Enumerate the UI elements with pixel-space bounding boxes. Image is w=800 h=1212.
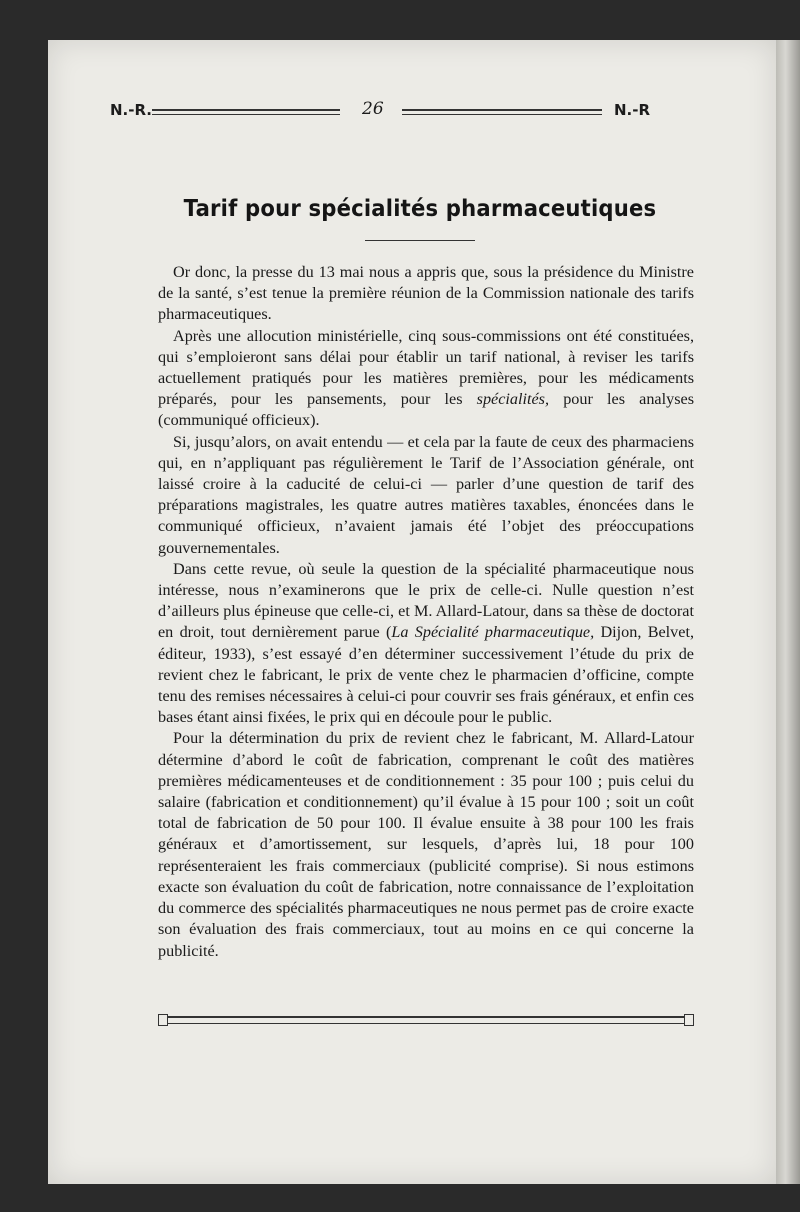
header-rule-left	[152, 109, 340, 115]
page-edge	[776, 40, 800, 1184]
header-right-label: N.-R	[613, 101, 650, 119]
paragraph-text: Dans cette revue, où seule la question de la spécialité pharmaceutique nous intéresse, nous n’examinerons que le prix de celle-ci. Nulle question n’est d’ailleurs plus épineuse que celle-ci, et M. Allard-Latour, dans sa thèse de doctorat en droit, tout dernièrement parue (	[158, 559, 694, 642]
article-title: Tarif pour spécialités pharmaceutiques	[183, 196, 657, 222]
footer-rule	[160, 1016, 692, 1024]
footer-ornament-right	[684, 1014, 694, 1026]
paragraph-text: Si, jusqu’alors, on avait entendu — et cela par la faute de ceux des pharmaciens qui, en n’appliquant pas régulièrement le Tarif de l’Association générale, ont laissé croire à la caducité de celui-ci — parler d’une question de tarif des préparations magistrales, les quatre autres matières taxables, énoncées dans le communiqué officieux, n’avaient jamais été l’objet des préoccupations gouvernementales.	[158, 432, 694, 557]
header-rule-right	[402, 109, 602, 115]
header-left-label: N.-R.	[110, 101, 153, 119]
page-number: 26	[362, 99, 384, 119]
italic-text: La Spécialité pharmaceutique,	[391, 623, 595, 642]
paragraph	[158, 262, 694, 326]
paragraph	[158, 326, 694, 432]
paragraph-text: pour les analyses (communiqué officieux).	[158, 390, 694, 430]
italic-text: spécialités,	[476, 390, 550, 409]
paragraph	[158, 728, 694, 961]
paragraph-text: Dijon, Belvet, éditeur, 1933), s’est essayé d’en déterminer successivement l’étude du prix de revient chez le fabricant, le prix de vente chez le pharmacien d’officine, compte tenu des remises nécessaires à celui-ci pour couvrir ses frais généraux, et enfin ces bases étant ainsi fixées, le prix qui en découle pour le public.	[158, 623, 694, 727]
paragraph	[158, 559, 694, 729]
article-body	[158, 262, 694, 962]
paragraph-text: Or donc, la presse du 13 mai nous a appris que, sous la présidence du Ministre de la santé, s’est tenue la première réunion de la Commission nationale des tarifs pharmaceutiques.	[158, 263, 694, 324]
title-underline	[365, 240, 475, 241]
paragraph-text: Pour la détermination du prix de revient chez le fabricant, M. Allard-Latour détermine d’abord le coût de fabrication, comprenant le coût des matières premières médicamenteuses et de conditionnement : 35 pour 100 ; puis celui du salaire (fabrication et conditionnement) qu’il évalue à 15 pour 100 ; soit un coût total de fabrication de 50 pour 100. Il évalue ensuite à 38 pour 100 les frais généraux et d’amortissement, sur lesquels, d’après lui, 18 pour 100 représenteraient les frais commerciaux (publicité comprise). Si nous estimons exacte son évaluation du coût de fabrication, notre connaissance de l’exploitation du commerce des spécialités pharmaceutiques ne nous permet pas de croire exacte son évaluation des frais commerciaux, tout au moins en ce qui concerne la publicité.	[158, 729, 694, 960]
paragraph-text: Après une allocution ministérielle, cinq sous-commissions ont été constituées, qui s’emploieront sans délai pour établir un tarif national, à reviser les tarifs actuellement pratiqués pour les matières premières, pour les médicaments préparés, pour les pansements, pour les	[158, 326, 694, 409]
footer-ornament-left	[158, 1014, 168, 1026]
paragraph	[158, 432, 694, 559]
page-header	[110, 100, 650, 120]
